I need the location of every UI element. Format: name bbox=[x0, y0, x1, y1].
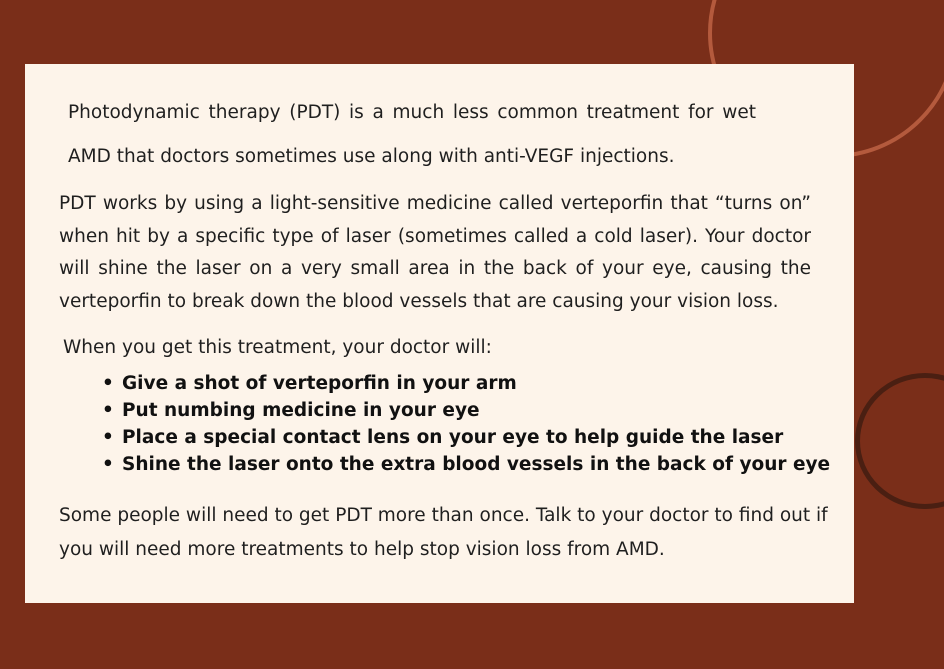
bullet-icon: • bbox=[102, 454, 114, 475]
list-item bbox=[102, 370, 830, 397]
treatment-steps-list bbox=[102, 370, 831, 478]
bullet-icon: • bbox=[102, 427, 114, 448]
list-item bbox=[102, 424, 830, 451]
step-text: Put numbing medicine in your eye bbox=[122, 400, 480, 421]
decorative-ring-right bbox=[855, 373, 944, 509]
content-card bbox=[25, 64, 854, 603]
list-item bbox=[102, 397, 830, 424]
closing-paragraph: Some people will need to get PDT more than once. Talk to your doctor to find out if you will need more treatments to help stop vision loss from AMD. bbox=[59, 505, 828, 560]
bullet-icon: • bbox=[102, 400, 114, 421]
steps-intro: When you get this treatment, your doctor will: bbox=[63, 337, 492, 358]
step-text: Place a special contact lens on your eye to help guide the laser bbox=[122, 427, 784, 448]
step-text: Shine the laser onto the extra blood vessels in the back of your eye bbox=[122, 454, 831, 475]
intro-line-1: Photodynamic therapy (PDT) is a much less common treatment for wet bbox=[68, 102, 756, 123]
intro-line-2: AMD that doctors sometimes use along with anti-VEGF injections. bbox=[68, 146, 675, 167]
step-text: Give a shot of verteporfin in your arm bbox=[122, 373, 517, 394]
how-it-works-paragraph: PDT works by using a light-sensitive medicine called verteporfin that “turns on” when hit by a specific type of laser (sometimes called a cold laser). Your doctor will shine the laser on a very small area in the back of your eye, causing the verteporfin to break down the blood vessels that are causing your vision loss. bbox=[59, 193, 811, 312]
list-item bbox=[102, 451, 831, 478]
bullet-icon: • bbox=[102, 373, 114, 394]
